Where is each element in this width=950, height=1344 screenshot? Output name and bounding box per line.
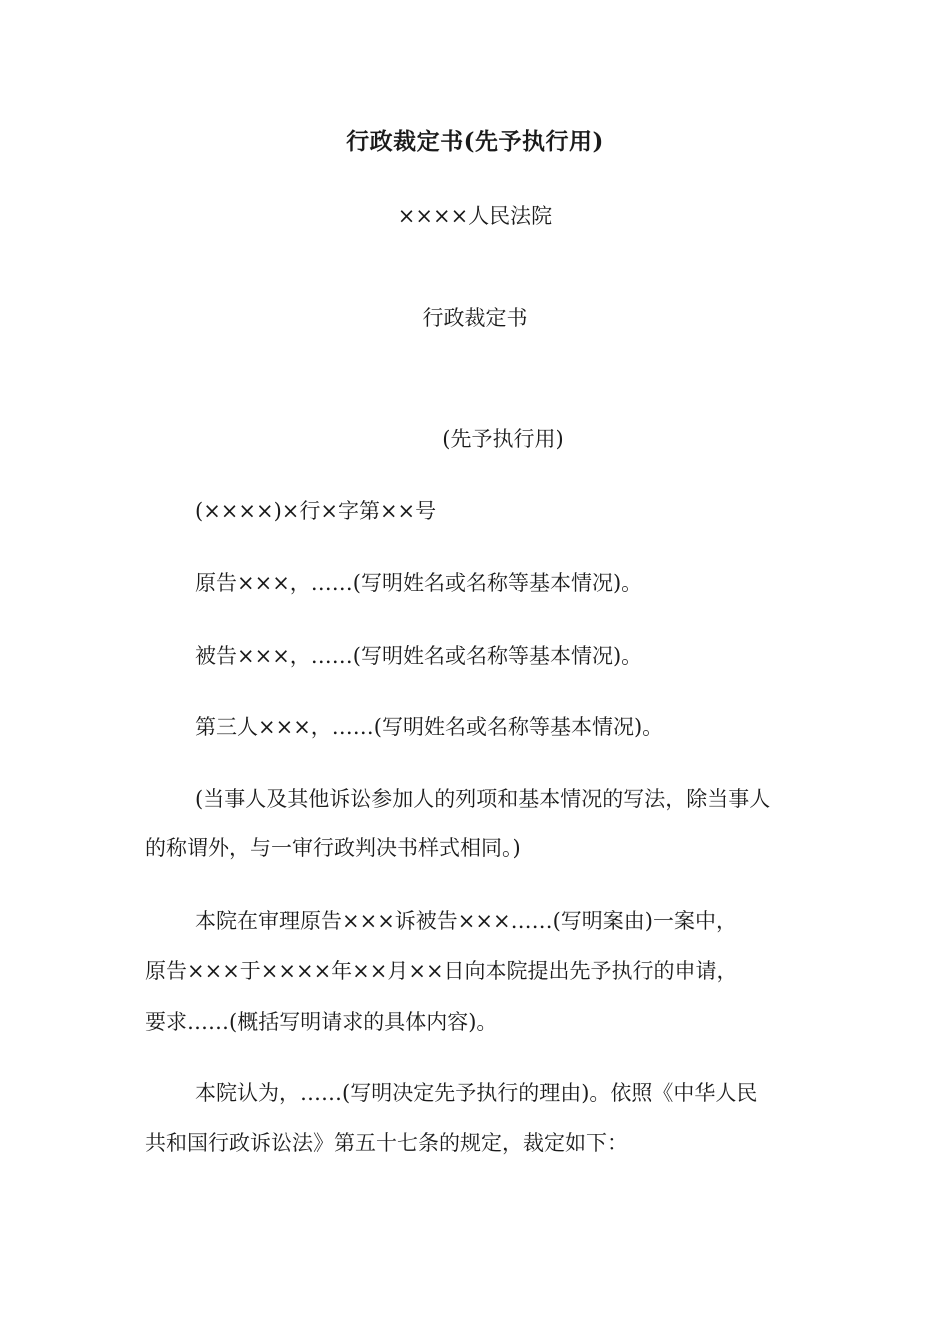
note-line-1: (当事人及其他诉讼参加人的列项和基本情况的写法，除当事人	[195, 787, 771, 811]
reasoning-line-1: 本院认为，……(写明决定先予执行的理由)。依照《中华人民	[195, 1081, 758, 1105]
document-title: 行政裁定书(先予执行用)	[346, 128, 604, 155]
facts-line-3: 要求……(概括写明请求的具体内容)。	[145, 1010, 498, 1034]
document-type: 行政裁定书	[422, 306, 528, 330]
note-line-2: 的称谓外，与一审行政判决书样式相同。)	[145, 836, 521, 860]
party-defendant: 被告×××，……(写明姓名或名称等基本情况)。	[195, 644, 643, 668]
case-number: (××××)×行×字第××号	[195, 499, 437, 523]
facts-line-1: 本院在审理原告×××诉被告×××……(写明案由)一案中，	[195, 909, 737, 933]
court-name: ××××人民法院	[397, 204, 553, 228]
reasoning-line-2: 共和国行政诉讼法》第五十七条的规定，裁定如下：	[145, 1131, 628, 1155]
facts-line-2: 原告×××于××××年××月××日向本院提出先予执行的申请，	[145, 959, 738, 983]
party-third-party: 第三人×××，……(写明姓名或名称等基本情况)。	[195, 715, 664, 739]
party-plaintiff: 原告×××，……(写明姓名或名称等基本情况)。	[195, 571, 643, 595]
document-subtype: (先予执行用)	[442, 427, 564, 451]
